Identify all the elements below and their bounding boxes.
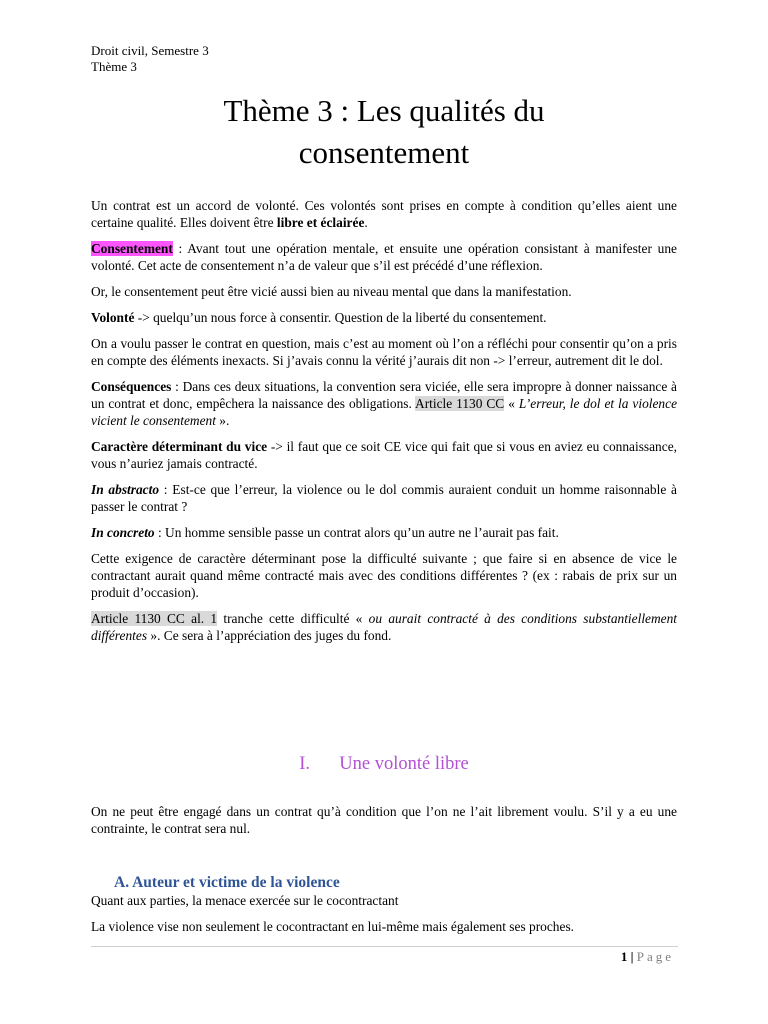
page-number: 1: [620, 949, 628, 964]
paragraph-article-1130: [91, 610, 677, 644]
paragraph-text: : Dans ces deux situations, la convention sera viciée, elle sera impropre à donner naissance à un contrat et donc, empêchera la naissance des obligations.: [91, 379, 677, 411]
page-footer: [621, 949, 674, 965]
subsection-heading-a: A. Auteur et victime de la violence: [114, 874, 340, 891]
page-label: Page: [636, 949, 674, 964]
intro-body: [91, 197, 677, 653]
italic-quote: ou aurait contracté à des conditions substantiellement différentes: [91, 611, 678, 643]
paragraph-text: «: [504, 396, 519, 411]
italic-quote: L’erreur, le dol et la violence vicient le consentement: [91, 396, 678, 428]
paragraph-exigence: Cette exigence de caractère déterminant pose la difficulté suivante ; que faire si en absence de vice le contractant aurait quand même contracté mais avec des conditions différentes ? (ex : rabais de prix sur un produit d’occasion).: [91, 551, 677, 600]
paragraph-in-abstracto: [91, 481, 677, 515]
title-line-1: Thème 3 : Les qualités du: [223, 93, 545, 128]
paragraph-text: .: [364, 215, 368, 230]
bold-text: Conséquences: [91, 379, 172, 394]
paragraph-text: Un contrat est un accord de volonté. Ces volontés sont prises en compte à condition qu’elles aient une certaine qualité. Elles doivent être: [91, 198, 677, 230]
paragraph-parties: Quant aux parties, la menace exercée sur le cocontractant: [91, 893, 399, 908]
bold-italic-term: In concreto: [91, 525, 155, 540]
paragraph-text: -> quelqu’un nous force à consentir. Question de la liberté du consentement.: [134, 310, 547, 325]
paragraph-text: tranche cette difficulté «: [217, 611, 369, 626]
article-reference: Article 1130 CC al. 1: [91, 611, 218, 626]
paragraph-text: : Est-ce que l’erreur, la violence ou le dol commis auraient conduit un homme raisonnable à passer le contrat ?: [91, 482, 678, 514]
paragraph-text: : Avant tout une opération mentale, et ensuite une opération consistant à manifester une volonté. Cet acte de consentement n’a de valeur que s’il est précédé d’une réflexion.: [91, 241, 677, 273]
section-heading-1: [91, 752, 677, 776]
paragraph-consequences: [91, 378, 677, 429]
highlighted-term: Consentement: [91, 241, 173, 256]
paragraph-in-concreto: [91, 524, 677, 541]
bold-text: libre et éclairée: [276, 215, 365, 230]
paragraph-caractere-determinant: [91, 438, 677, 472]
paragraph-erreur: On a voulu passer le contrat en question, mais c’est au moment où l’on a réfléchi pour consentir qu’on a pris en compte des éléments inexacts. Si j’avais connu la vérité j’aurais dit non -> l’erreur, autrement dit le dol.: [91, 336, 677, 368]
paragraph-section-1: On ne peut être engagé dans un contrat qu’à condition que l’on ne l’ait librement voulu. S’il y a eu une contrainte, le contrat sera nul.: [91, 804, 677, 836]
paragraph-intro: [91, 197, 677, 231]
footer-divider: [91, 946, 678, 947]
paragraph-text: ».: [215, 413, 230, 428]
footer-separator: |: [630, 949, 634, 964]
running-header: [91, 43, 209, 75]
header-theme: Thème 3: [91, 59, 137, 74]
section-title: Une volonté libre: [339, 754, 469, 774]
paragraph-text: : Un homme sensible passe un contrat alors qu’un autre ne l’aurait pas fait.: [154, 525, 559, 540]
bold-italic-term: In abstracto: [91, 482, 160, 497]
paragraph-text: -> il faut que ce soit CE vice qui fait que si vous en aviez eu connaissance, vous n’auriez jamais contracté.: [91, 439, 677, 471]
page-title: [91, 90, 677, 174]
section-number: I.: [299, 754, 311, 774]
paragraph-text: ». Ce sera à l’appréciation des juges du fond.: [147, 628, 392, 643]
paragraph-vicie: Or, le consentement peut être vicié aussi bien au niveau mental que dans la manifestation.: [91, 284, 572, 299]
header-course: Droit civil, Semestre 3: [91, 43, 209, 58]
article-reference: Article 1130 CC: [415, 396, 505, 411]
paragraph-volonte: [91, 309, 677, 326]
paragraph-consentement: [91, 240, 677, 274]
paragraph-violence-proches: La violence vise non seulement le cocontractant en lui-même mais également ses proches.: [91, 919, 574, 934]
title-line-2: consentement: [298, 135, 470, 170]
bold-text: Volonté: [91, 310, 135, 325]
bold-text: Caractère déterminant du vice: [91, 439, 268, 454]
